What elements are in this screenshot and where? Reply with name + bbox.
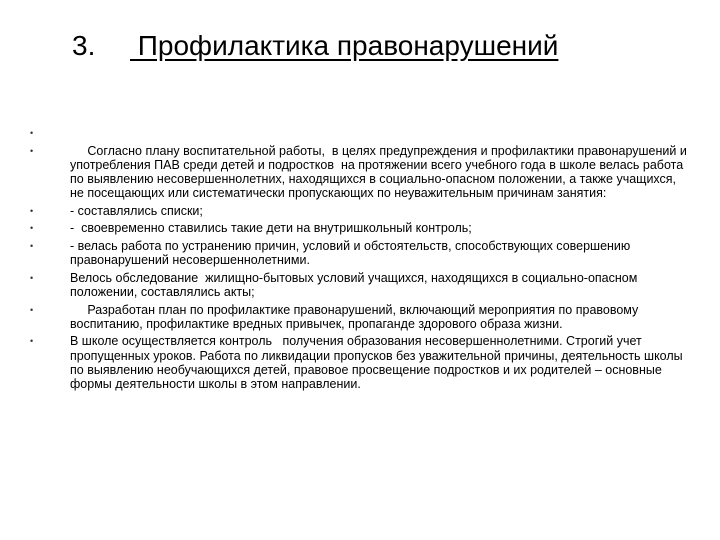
list-item [30, 239, 690, 267]
list-item [30, 144, 690, 201]
bullet-dot-icon: • [30, 272, 34, 283]
list-item [30, 271, 690, 299]
list-item-text: - составлялись списки; [70, 203, 203, 218]
list-item [30, 204, 690, 218]
list-item-text: Велось обследование жилищно-бытовых условий учащихся, находящихся в социально-опасном положении, составлялись акты; [70, 270, 641, 299]
section-number: 3. [72, 30, 96, 61]
bullet-dot-icon: • [30, 304, 34, 315]
list-item-text: - велась работа по устранению причин, условий и обстоятельств, способствующих совершению правонарушений несовершеннолетними. [70, 238, 634, 268]
bullet-dot-icon: • [30, 145, 34, 156]
list-item-text: Разработан план по профилактике правонарушений, включающий мероприятия по правовому воспитанию, профилактике вредных привычек, пропаганде здорового образа жизни. [70, 302, 642, 331]
page-title [72, 24, 692, 68]
list-item-text: В школе осуществляется контроль получения образования несовершеннолетними. Строгий учет пропущенных уроков. Работа по ликвидации пропусков без уважительной причины, деятельность школы по выявлению необучающихся детей, правовое просвещение подростков и их родителей – основные формы деятельности школы в этом направлении. [70, 334, 687, 391]
list-item [30, 126, 690, 140]
bullet-dot-icon: • [30, 336, 34, 347]
list-item [30, 221, 690, 235]
list-item-text: - своевременно ставились такие дети на внутришкольный контроль; [70, 221, 472, 236]
list-item [30, 334, 690, 391]
bullet-dot-icon: • [30, 128, 34, 138]
list-item-text: Согласно плану воспитательной работы, в целях предупреждения и профилактики правонарушений и употребления ПАВ среди детей и подростков на протяжении всего учебного года в школе велась работа по выявлению несовершеннолетних, находящихся в социально-опасном положении, а также учащихся, не посещающих или систематически пропускающих по неуважительным причинам занятия: [70, 143, 691, 201]
bullet-list [30, 126, 690, 395]
list-item [30, 303, 690, 331]
title-text: Профилактика правонарушений [130, 30, 559, 61]
bullet-dot-icon: • [30, 240, 34, 251]
bullet-dot-icon: • [30, 205, 34, 216]
bullet-dot-icon: • [30, 223, 34, 234]
